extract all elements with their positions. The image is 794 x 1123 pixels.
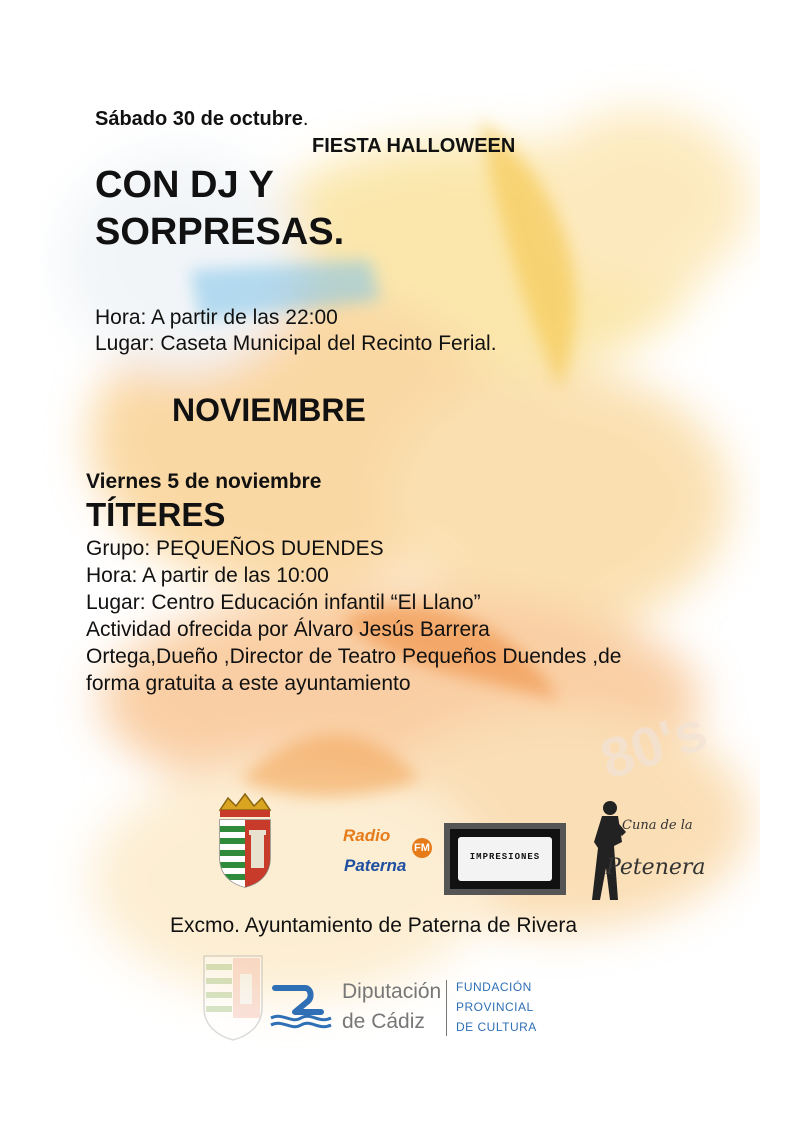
- diputacion-emblem-icon: [265, 980, 335, 1032]
- titeres-description-3: forma gratuita a este ayuntamiento: [86, 672, 411, 695]
- halloween-headline-1: CON DJ Y: [95, 164, 274, 206]
- titeres-date: Viernes 5 de noviembre: [86, 470, 322, 493]
- cuna-petenera-line-1: Cuna de la: [622, 818, 693, 833]
- diputacion-divider: [446, 980, 447, 1036]
- radio-paterna-word-2: Paterna: [344, 856, 407, 875]
- radio-paterna-word-1: Radio: [343, 826, 391, 845]
- titeres-description-1: Actividad ofrecida por Álvaro Jesús Barrera: [86, 618, 490, 641]
- titeres-description-2: Ortega,Dueño ,Director de Teatro Pequeños Duendes ,de: [86, 645, 622, 668]
- diputacion-line-2: de Cádiz: [342, 1010, 425, 1033]
- impresiones-logo: [444, 823, 566, 895]
- impresiones-text: IMPRESIONES: [469, 852, 541, 862]
- faded-coat-of-arms-logo: [200, 950, 266, 1042]
- halloween-date: [95, 108, 308, 131]
- radio-paterna-logo: [338, 822, 438, 882]
- impresiones-inner-box: [458, 837, 552, 881]
- fundacion-line-2: PROVINCIAL: [456, 1000, 534, 1014]
- watermark-80s: 80's: [592, 698, 714, 791]
- radio-paterna-fm-badge: FM: [412, 838, 432, 858]
- titeres-place: Lugar: Centro Educación infantil “El Llano”: [86, 591, 481, 614]
- titeres-group: Grupo: PEQUEÑOS DUENDES: [86, 537, 384, 560]
- halloween-place: Lugar: Caseta Municipal del Recinto Ferial.: [95, 332, 497, 355]
- titeres-time: Hora: A partir de las 10:00: [86, 564, 329, 587]
- halloween-date-period: .: [302, 108, 309, 130]
- month-heading: NOVIEMBRE: [172, 392, 366, 428]
- titeres-title: TÍTERES: [86, 496, 226, 533]
- diputacion-line-1: Diputación: [342, 980, 442, 1003]
- sponsor-line: Excmo. Ayuntamiento de Paterna de Rivera: [170, 914, 578, 937]
- halloween-subtitle: FIESTA HALLOWEEN: [312, 135, 516, 157]
- cuna-petenera-line-2: Petenera: [606, 855, 706, 880]
- halloween-headline-2: SORPRESAS.: [95, 211, 345, 253]
- halloween-date-text: Sábado 30 de octubre: [95, 108, 303, 130]
- fundacion-line-1: FUNDACIÓN: [456, 980, 532, 994]
- cuna-petenera-figure-icon: [588, 798, 628, 902]
- halloween-time: Hora: A partir de las 22:00: [95, 306, 338, 329]
- fundacion-line-3: DE CULTURA: [456, 1020, 537, 1034]
- paterna-coat-of-arms-logo: [214, 790, 276, 890]
